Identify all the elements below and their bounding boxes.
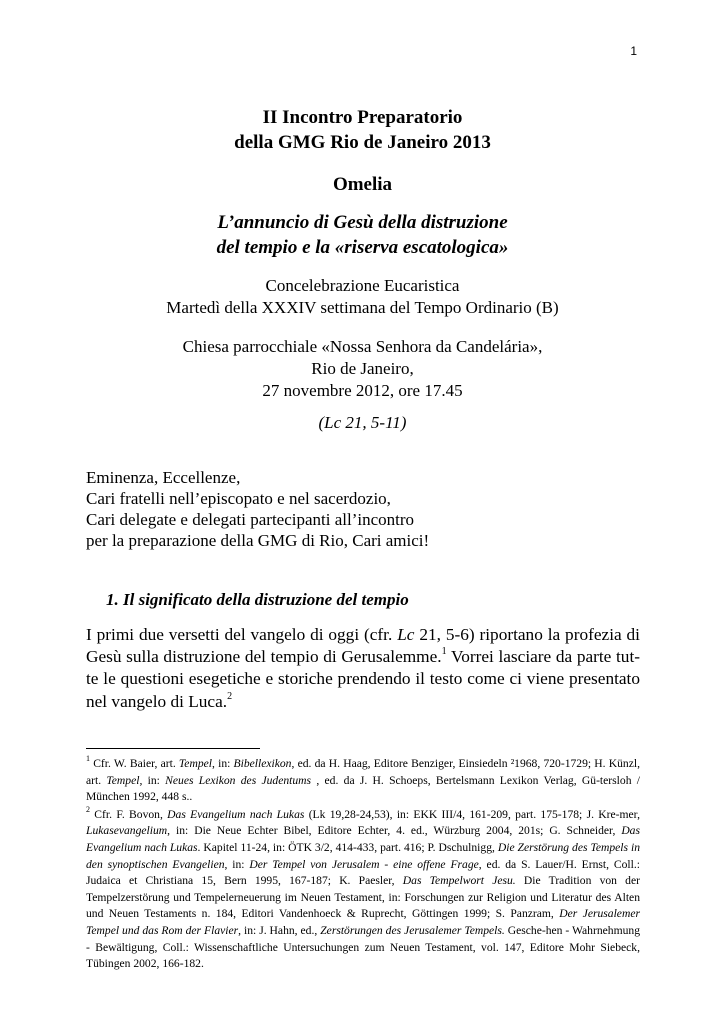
footnote-1 [86, 756, 640, 806]
footnote-number: 2 [86, 804, 90, 814]
section-heading [106, 589, 409, 611]
footnote-text-italic: Das Evangelium nach Lukas [86, 824, 640, 854]
footnote-text-italic: Das Tempelwort Jesu. [402, 874, 516, 888]
footnote-text-italic: Der Jerusalemer Tempel und das Rom der Flavier [86, 907, 640, 937]
footnote-text: , in: J. Hahn, ed., [238, 923, 321, 937]
footnote-text-italic: Neues Lexikon des Judentums [165, 773, 312, 787]
footnote-text-italic: Die Zerstörung des Tempels in den synoptischen Evangelien [86, 840, 640, 871]
footnote-text: (Lk 19,28-24,53), in: EKK III/4, 161-209, part. 175-178; J. Kre-mer, [304, 807, 640, 821]
title-line-1: II Incontro Preparatorio [262, 107, 463, 128]
place-line-3: 27 novembre 2012, ore 17.45 [262, 381, 463, 400]
title-line-2: della GMG Rio de Janeiro 2013 [234, 132, 491, 153]
scripture-reference: (Lc 21, 5-11) [318, 413, 407, 432]
document-title [0, 105, 725, 155]
footnote-text: , ed. da J. H. Schoeps, Bertelsmann Lexikon Verlag, Gü-tersloh / München 1992, 448 s.. [86, 773, 640, 804]
footnote-text: in: [142, 773, 166, 787]
greeting-line: Cari delegate e delegati partecipanti all’incontro [86, 510, 415, 529]
paragraph-text-italic: Lc [397, 625, 415, 644]
footnote-text: , ed. da S. Lauer/H. Ernst, Coll.: Judaica et Christiana 15, Bern 1995, 167-187; K. Paesler, [86, 857, 640, 888]
footnote-text: , in: Die Neue Echter Bibel, Editore Echter, 4. ed., Würzburg 2004, 201s; G. Schneider, [167, 824, 622, 838]
page-number: 1 [630, 44, 637, 58]
footnote-text-italic: Der Tempel von Jerusalem - eine offene Frage [249, 857, 479, 871]
footnote-text: Cfr. W. Baier, art. [90, 757, 179, 770]
footnote-text-italic: Das Evangelium nach Lukas [167, 807, 305, 821]
celebration-line-2: Martedì della XXXIV settimana del Tempo Ordinario (B) [166, 298, 559, 317]
footnote-marker[interactable]: 1 [441, 646, 447, 658]
omelia-heading: Omelia [332, 174, 393, 195]
footnote-text-italic: Zerstörungen des Jerusalemer Tempels. [320, 923, 505, 937]
footnote-text: Cfr. F. Bovon, [90, 807, 168, 821]
place-line-1: Chiesa parrocchiale «Nossa Senhora da Candelária», [182, 337, 543, 356]
greeting-line: Eminenza, Eccellenze, [86, 468, 241, 487]
footnote-text: Die Tradition von der Tempelzerstörung und Tempelerneuerung im Neuen Testament, in: Forschungen zur Religion und Literatur des Alten und Neuen Testaments n. 184, Editori Vandenhoeck & Ruprecht, Göttingen 1999; S. Panzram, [86, 874, 640, 921]
paragraph-text: 21, 5-6) riportano la profezia di Gesù sulla distruzione del tempio di Gerusalemme. [86, 625, 640, 667]
body-paragraph [86, 624, 640, 713]
greeting-line: per la preparazione della GMG di Rio, Cari amici! [86, 531, 430, 550]
footnote-marker[interactable]: 2 [227, 690, 233, 702]
section-title: Il significato della distruzione del tempio [123, 590, 409, 609]
paragraph-text: I primi due versetti del vangelo di oggi (cfr. [86, 625, 398, 644]
footnote-text-italic: Tempel, [106, 773, 143, 787]
footnote-2 [86, 804, 640, 973]
subtitle-line-1: L’annuncio di Gesù della distruzione [217, 212, 508, 233]
paragraph-text: Vorrei lasciare da parte tut-te le questioni esegetiche e storiche prendendo il testo come ci viene presentato nel vangelo di Luca. [86, 647, 640, 711]
footnote-text-italic: Lukasevangelium [86, 824, 168, 838]
footnote-separator [86, 748, 260, 749]
place-and-date [0, 336, 725, 402]
footnotes [86, 756, 640, 974]
footnote-text: , ed. da H. Haag, Editore Benziger, Einsiedeln ²1968, 720-1729; H. Künzl, art. [86, 757, 640, 787]
celebration-info [0, 275, 725, 319]
footnote-text: , in: [212, 757, 234, 770]
greeting-line: Cari fratelli nell’episcopato e nel sacerdozio, [86, 489, 391, 508]
footnote-text-italic: Bibellexikon [233, 757, 292, 770]
place-line-2: Rio de Janeiro, [311, 359, 414, 378]
footnote-text: , in: [224, 857, 250, 871]
footnote-text: Gesche-hen - Wahrnehmung - Bewältigung, Coll.: Wissenschaftliche Untersuchungen zum Neuen Testament, vol. 147, Editore Mohr Siebeck, Tübingen 2002, 166-182. [86, 923, 640, 971]
section-number: 1. [106, 590, 119, 609]
homily-subtitle [0, 210, 725, 260]
celebration-line-1: Concelebrazione Eucaristica [265, 276, 460, 295]
footnote-text-italic: Tempel [178, 757, 212, 770]
footnote-text: . Kapitel 11-24, in: ÖTK 3/2, 414-433, part. 416; P. Dschulnigg, [197, 840, 498, 854]
subtitle-line-2: del tempio e la «riserva escatologica» [216, 237, 509, 258]
footnote-number: 1 [86, 754, 90, 764]
greeting [86, 467, 646, 551]
